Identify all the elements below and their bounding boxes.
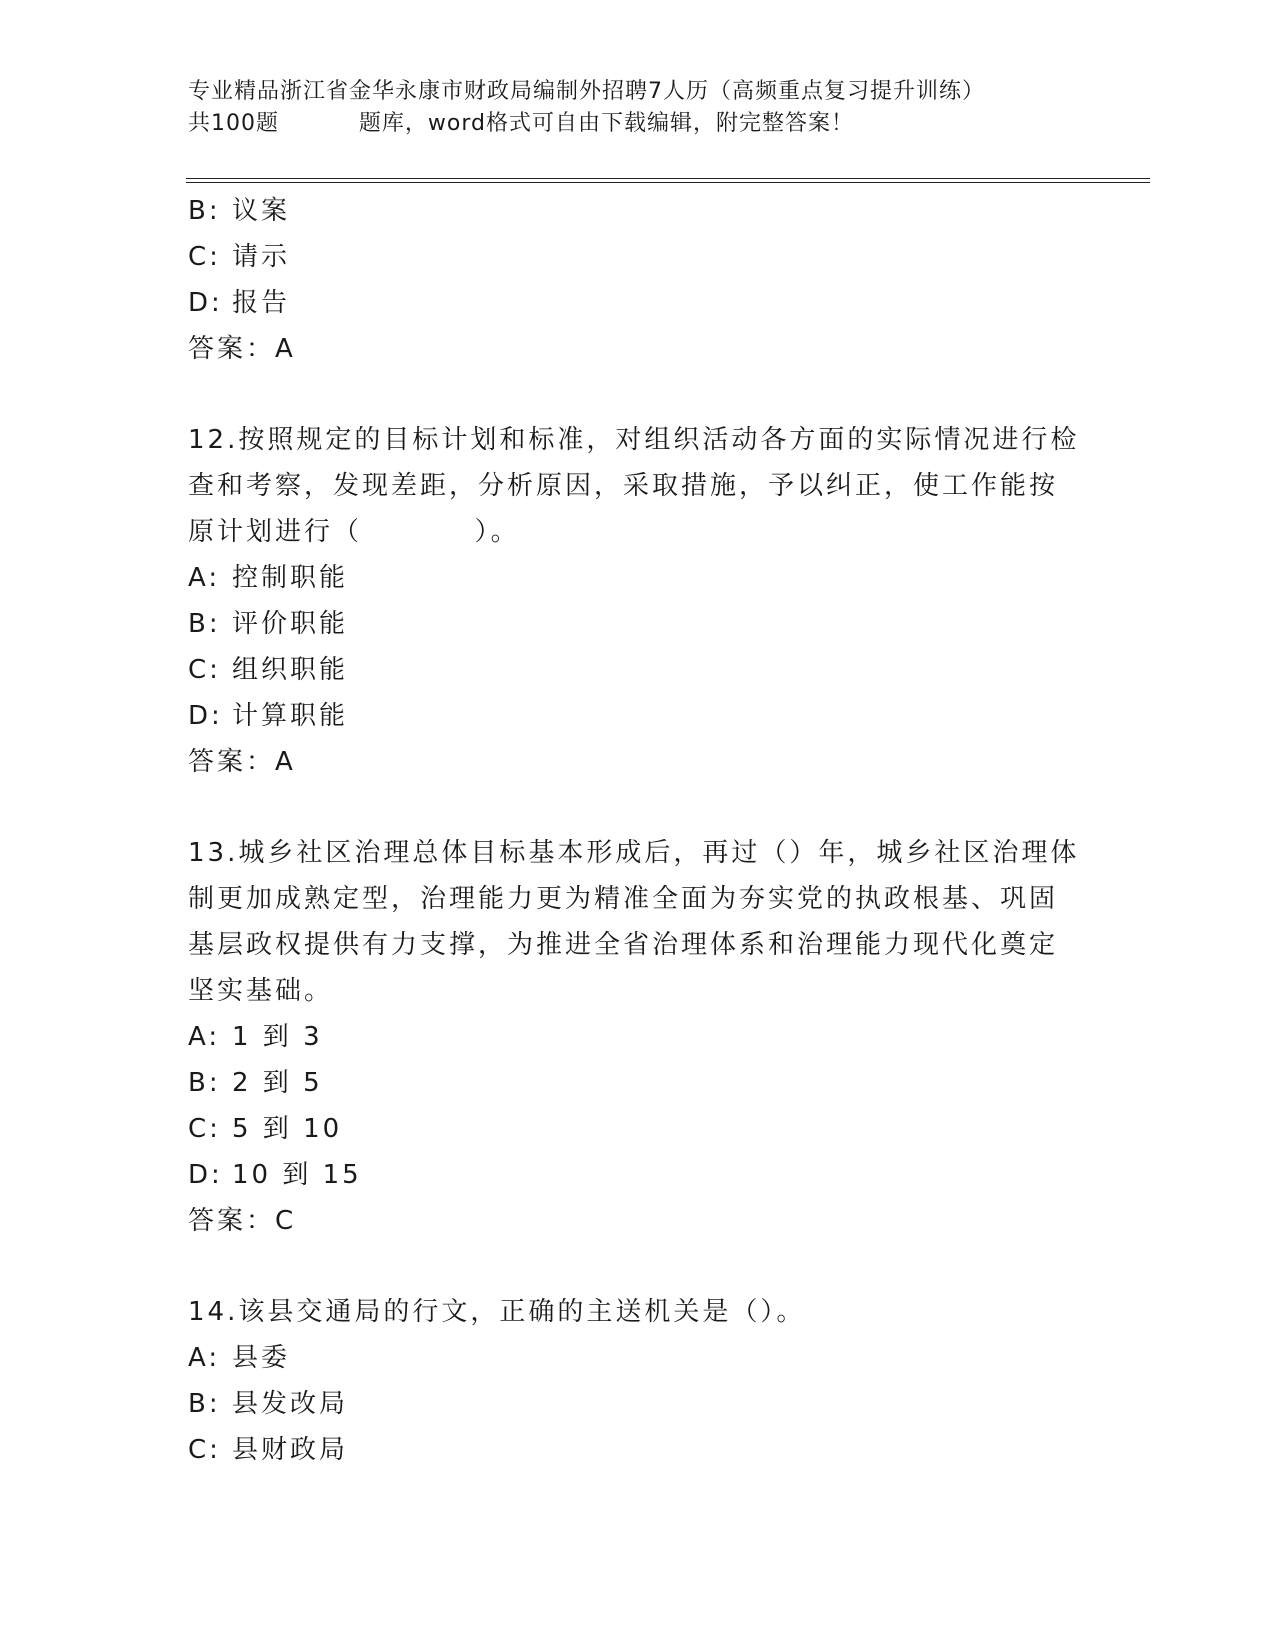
option-text: 控制职能 — [232, 563, 349, 593]
header-title-line1: 专业精品浙江省金华永康市财政局编制外招聘7人历（高频重点复习提升训练） — [188, 79, 985, 104]
option-key: A: — [188, 1343, 221, 1373]
question-13-block — [188, 830, 1088, 1244]
option-b — [188, 601, 1088, 647]
option-text: 2 到 5 — [232, 1068, 323, 1098]
question-stem-line: 原计划进行（ ）。 — [188, 517, 520, 547]
answer-line: 答案：C — [188, 1206, 297, 1236]
option-key: C: — [188, 655, 221, 685]
question-stem-line: 基层政权提供有力支撑，为推进全省治理体系和治理能力现代化奠定 — [188, 930, 1059, 960]
question-spacer — [188, 785, 1088, 830]
option-c — [188, 1427, 1088, 1473]
header-divider-bottom — [186, 182, 1150, 183]
option-key: B: — [188, 1068, 221, 1098]
question-11-block — [188, 188, 1088, 372]
option-text: 计算职能 — [232, 701, 349, 731]
answer-line: 答案：A — [188, 334, 296, 364]
option-c — [188, 234, 1088, 280]
option-key: C: — [188, 1435, 221, 1465]
option-b — [188, 188, 1088, 234]
question-14-block — [188, 1289, 1088, 1473]
option-key: D: — [188, 701, 223, 731]
option-text: 组织职能 — [232, 655, 349, 685]
option-key: C: — [188, 242, 221, 272]
option-key: A: — [188, 1022, 221, 1052]
option-text: 请示 — [232, 242, 291, 272]
option-key: D: — [188, 1160, 223, 1190]
option-c — [188, 647, 1088, 693]
question-stem-line: 12.按照规定的目标计划和标准，对组织活动各方面的实际情况进行检 — [188, 425, 1080, 455]
question-stem-line: 制更加成熟定型，治理能力更为精准全面为夯实党的执政根基、巩固 — [188, 884, 1059, 914]
option-text: 县财政局 — [232, 1435, 349, 1465]
question-12-block — [188, 417, 1088, 785]
option-text: 5 到 10 — [232, 1114, 343, 1144]
option-a — [188, 555, 1088, 601]
option-key: D: — [188, 288, 223, 318]
option-key: B: — [188, 609, 221, 639]
question-stem-line: 13.城乡社区治理总体目标基本形成后，再过（）年，城乡社区治理体 — [188, 838, 1080, 868]
option-text: 报告 — [232, 288, 291, 318]
option-text: 县委 — [232, 1343, 291, 1373]
option-b — [188, 1060, 1088, 1106]
header-title-line2: 共100题 题库，word格式可自由下载编辑，附完整答案！ — [188, 111, 855, 136]
option-text: 10 到 15 — [232, 1160, 362, 1190]
question-list — [188, 188, 1088, 1473]
option-d — [188, 693, 1088, 739]
answer-line: 答案：A — [188, 747, 296, 777]
option-c — [188, 1106, 1088, 1152]
option-d — [188, 280, 1088, 326]
option-text: 县发改局 — [232, 1389, 349, 1419]
question-spacer — [188, 372, 1088, 417]
option-a — [188, 1014, 1088, 1060]
option-text: 评价职能 — [232, 609, 349, 639]
option-a — [188, 1335, 1088, 1381]
option-d — [188, 1152, 1088, 1198]
option-key: B: — [188, 1389, 221, 1419]
option-key: A: — [188, 563, 221, 593]
question-spacer — [188, 1244, 1088, 1289]
option-text: 1 到 3 — [232, 1022, 323, 1052]
option-text: 议案 — [232, 196, 291, 226]
option-b — [188, 1381, 1088, 1427]
option-key: B: — [188, 196, 221, 226]
question-stem-line: 查和考察，发现差距，分析原因，采取措施，予以纠正，使工作能按 — [188, 471, 1059, 501]
question-stem-line: 坚实基础。 — [188, 976, 334, 1006]
question-stem-line: 14.该县交通局的行文，正确的主送机关是（）。 — [188, 1297, 806, 1327]
document-header — [188, 76, 1088, 140]
option-key: C: — [188, 1114, 221, 1144]
header-divider-top — [186, 178, 1150, 179]
